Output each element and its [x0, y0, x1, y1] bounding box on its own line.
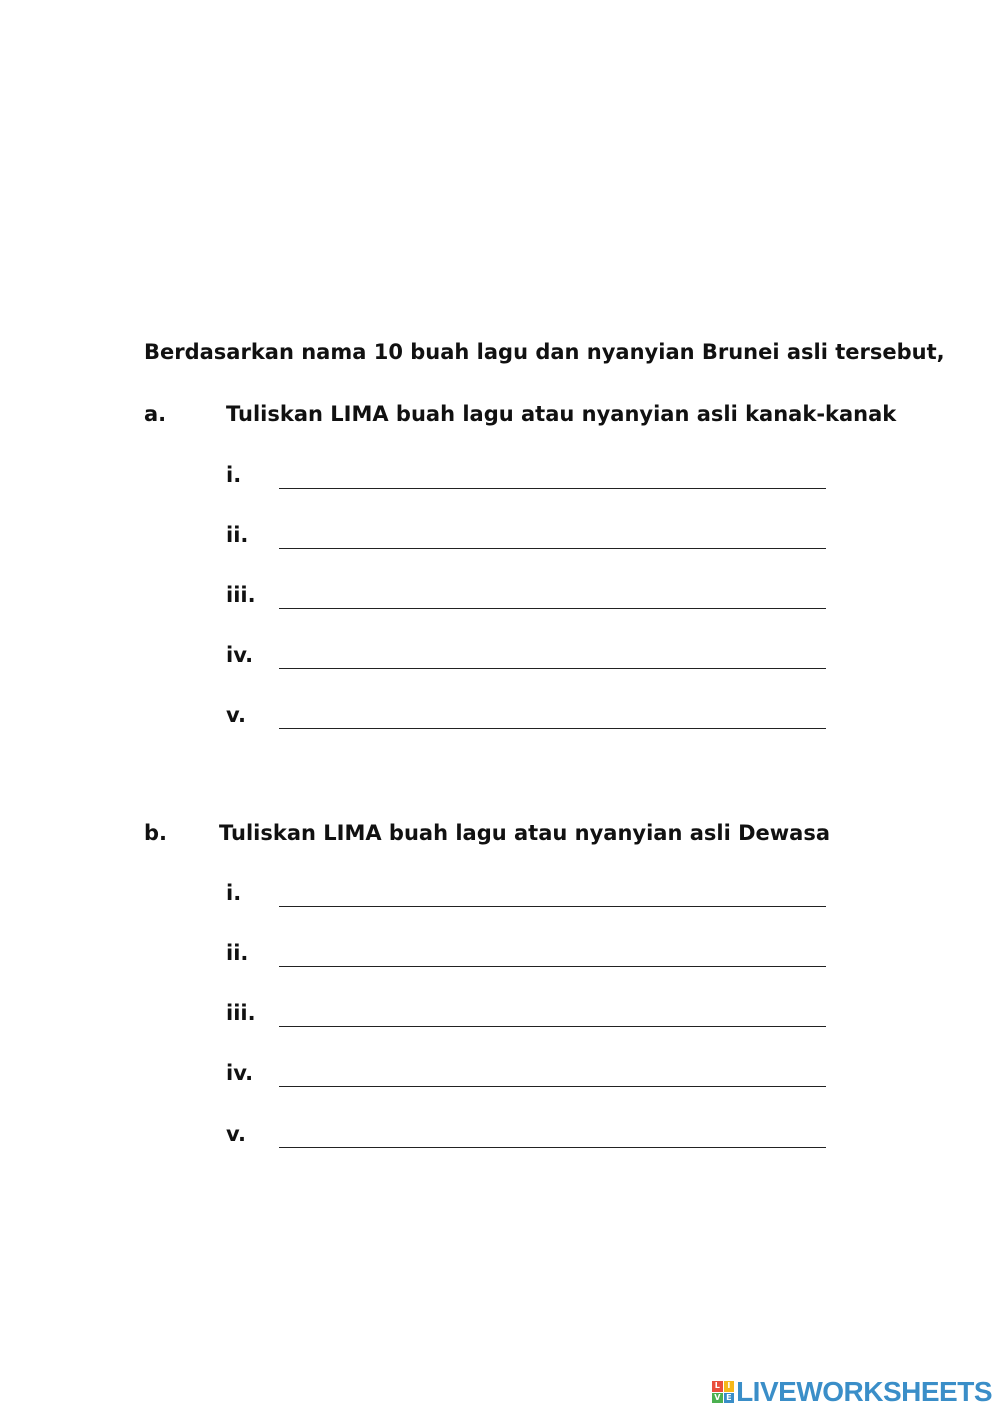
section-b-answer-3[interactable] — [279, 1004, 826, 1027]
section-a-item-label: iii. — [226, 583, 256, 607]
liveworksheets-icon — [712, 1381, 734, 1403]
logo-icon-cell: E — [724, 1393, 735, 1404]
logo-icon-cell: I — [724, 1381, 735, 1392]
section-b-item-label: ii. — [226, 941, 249, 965]
section-b-answer-4[interactable] — [279, 1064, 826, 1087]
section-b-item-label: iii. — [226, 1001, 256, 1025]
section-a-answer-5[interactable] — [279, 706, 826, 729]
section-b-answer-2[interactable] — [279, 944, 826, 967]
section-b-letter: b. — [144, 821, 168, 845]
section-a-answer-1[interactable] — [279, 466, 826, 489]
section-b-answer-5[interactable] — [279, 1125, 826, 1148]
section-b-item-label: v. — [226, 1122, 246, 1146]
section-a-answer-4[interactable] — [279, 646, 826, 669]
section-a-item-label: iv. — [226, 643, 254, 667]
logo-icon-cell: V — [712, 1393, 723, 1404]
liveworksheets-logo — [712, 1375, 992, 1409]
section-b-answer-1[interactable] — [279, 884, 826, 907]
section-a-answer-2[interactable] — [279, 526, 826, 549]
section-b-item-label: i. — [226, 881, 242, 905]
intro-text: Berdasarkan nama 10 buah lagu dan nyanyian Brunei asli tersebut, — [144, 340, 945, 364]
section-b-instruction: Tuliskan LIMA buah lagu atau nyanyian asli Dewasa — [219, 821, 831, 845]
section-a-item-label: i. — [226, 463, 242, 487]
logo-text: LIVEWORKSHEETS — [736, 1376, 992, 1407]
section-a-answer-3[interactable] — [279, 586, 826, 609]
section-a-item-label: v. — [226, 703, 246, 727]
section-b-item-label: iv. — [226, 1061, 254, 1085]
section-a-instruction: Tuliskan LIMA buah lagu atau nyanyian asli kanak-kanak — [226, 402, 897, 426]
logo-icon-cell: L — [712, 1381, 723, 1392]
section-a-letter: a. — [144, 402, 167, 426]
section-a-item-label: ii. — [226, 523, 249, 547]
